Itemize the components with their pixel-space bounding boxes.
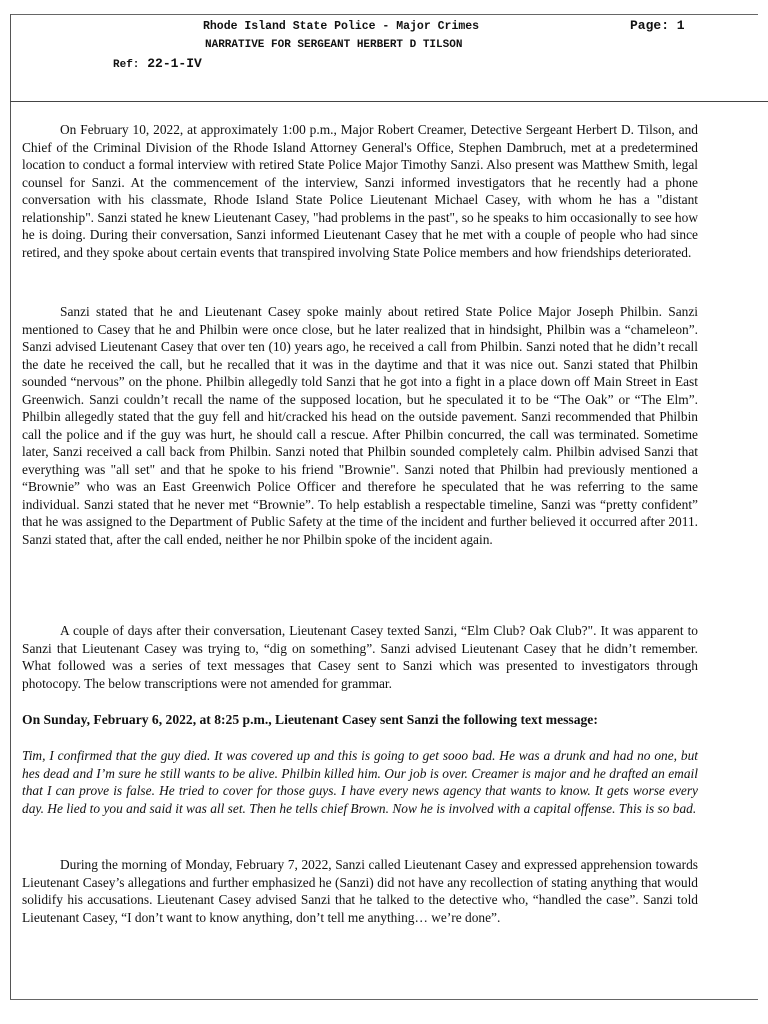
text-message-heading: On Sunday, February 6, 2022, at 8:25 p.m., Lieutenant Casey sent Sanzi the following text message: <box>22 712 598 727</box>
paragraph-philbin-call: Sanzi stated that he and Lieutenant Casey spoke mainly about retired State Police Major Joseph Philbin. Sanzi mentioned to Casey that he and Philbin were once close, but he later realized that in hindsight, Philbin was a “chameleon”. Sanzi advised Lieutenant Casey that over ten (10) years ago, he received a call from Philbin. Sanzi noted that he didn’t recall the date he received the call, but he recalled that it was in the daytime and that it was nice out. Sanzi stated that Philbin sounded “nervous” on the phone. Philbin allegedly told Sanzi that he got into a fight in a place down off Main Street in East Greenwich. Sanzi couldn’t recall the name of the supposed location, but he speculated it to be “The Oak” or “The Elm”. Philbin allegedly stated that the guy fell and hit/cracked his head on the outside pavement. Sanzi recommended that Philbin call the police and if the guy was hurt, he should call a rescue. After Philbin concurred, the call was terminated. Sometime later, Sanzi received a call back from Philbin. Sanzi noted that Philbin sounded completely calm. Philbin advised Sanzi that everything was "all set" and that he spoke to his friend "Brownie". Sanzi noted that Philbin had previously mentioned a “Brownie” who was an East Greenwich Police Officer and therefore he speculated that he was referring to the same individual. Sanzi stated that he never met “Brownie”. To help establish a respectable timeline, Sanzi was “pretty confident” that he was assigned to the Department of Public Safety at the time of the incident and further believed it occurred after 2011. Sanzi stated that, after the call ended, neither he nor Philbin spoke of the incident again. <box>22 304 698 547</box>
reference-number <box>113 56 202 71</box>
page-border-top <box>10 14 758 15</box>
page-border-left <box>10 14 11 1000</box>
narrative-title: NARRATIVE FOR SERGEANT HERBERT D TILSON <box>205 39 463 51</box>
paragraph-phone-followup: During the morning of Monday, February 7, 2022, Sanzi called Lieutenant Casey and expressed apprehension towards Lieutenant Casey’s allegations and further emphasized he (Sanzi) did not have any recollection of stating anything that would solidify his accusations. Lieutenant Casey advised Sanzi that he talked to the detective who, “handled the case”. Sanzi told Lieutenant Casey, “I don’t want to know anything, don’t tell me anything… we’re done”. <box>22 857 698 925</box>
page-number: Page: 1 <box>630 18 685 33</box>
text-message-transcript: Tim, I confirmed that the guy died. It was covered up and this is going to get sooo bad. He was a drunk and had no one, but hes dead and I’m sure he still wants to be alive. Philbin killed him. Our job is over. Creamer is major and he drafted an email that I can prove is false. He tried to cover for those guys. I have every news agency that wants to know. It gets worse every day. He lied to you and said it was all set. Then he tells chief Brown. Now he is involved with a capital offense. This is so bad. <box>22 748 698 816</box>
header-divider <box>10 101 768 102</box>
paragraph-text-messages: A couple of days after their conversation, Lieutenant Casey texted Sanzi, “Elm Club? Oak Club?". It was apparent to Sanzi that Lieutenant Casey was trying to, “dig on something”. Sanzi advised Lieutenant Casey that he didn’t remember. What followed was a series of text messages that Casey sent to Sanzi which was presented to investigators through photocopy. The below transcriptions were not amended for grammar. <box>22 623 698 691</box>
page-border-bottom <box>10 999 758 1000</box>
paragraph-interview-intro: On February 10, 2022, at approximately 1:00 p.m., Major Robert Creamer, Detective Sergeant Herbert D. Tilson, and Chief of the Criminal Division of the Rhode Island Attorney General's Office, Stephen Dambruch, met at a predetermined location to conduct a formal interview with retired State Police Major Timothy Sanzi. Also present was Matthew Smith, legal counsel for Sanzi. At the commencement of the interview, Sanzi informed investigators that he recently had a phone conversation with his classmate, Rhode Island State Police Lieutenant Michael Casey, with whom he has a "distant relationship". Sanzi stated he knew Lieutenant Casey, "had problems in the past", so he speaks to him occasionally to see how he is doing. During their conversation, Sanzi informed Lieutenant Casey that he met with a couple of people who had since retired, and they spoke about certain events that transpired involving State Police members and how friendships deteriorated. <box>22 122 698 260</box>
reference-value: 22-1-IV <box>147 56 202 71</box>
agency-header: Rhode Island State Police - Major Crimes <box>203 20 480 33</box>
reference-label: Ref: <box>113 59 140 71</box>
